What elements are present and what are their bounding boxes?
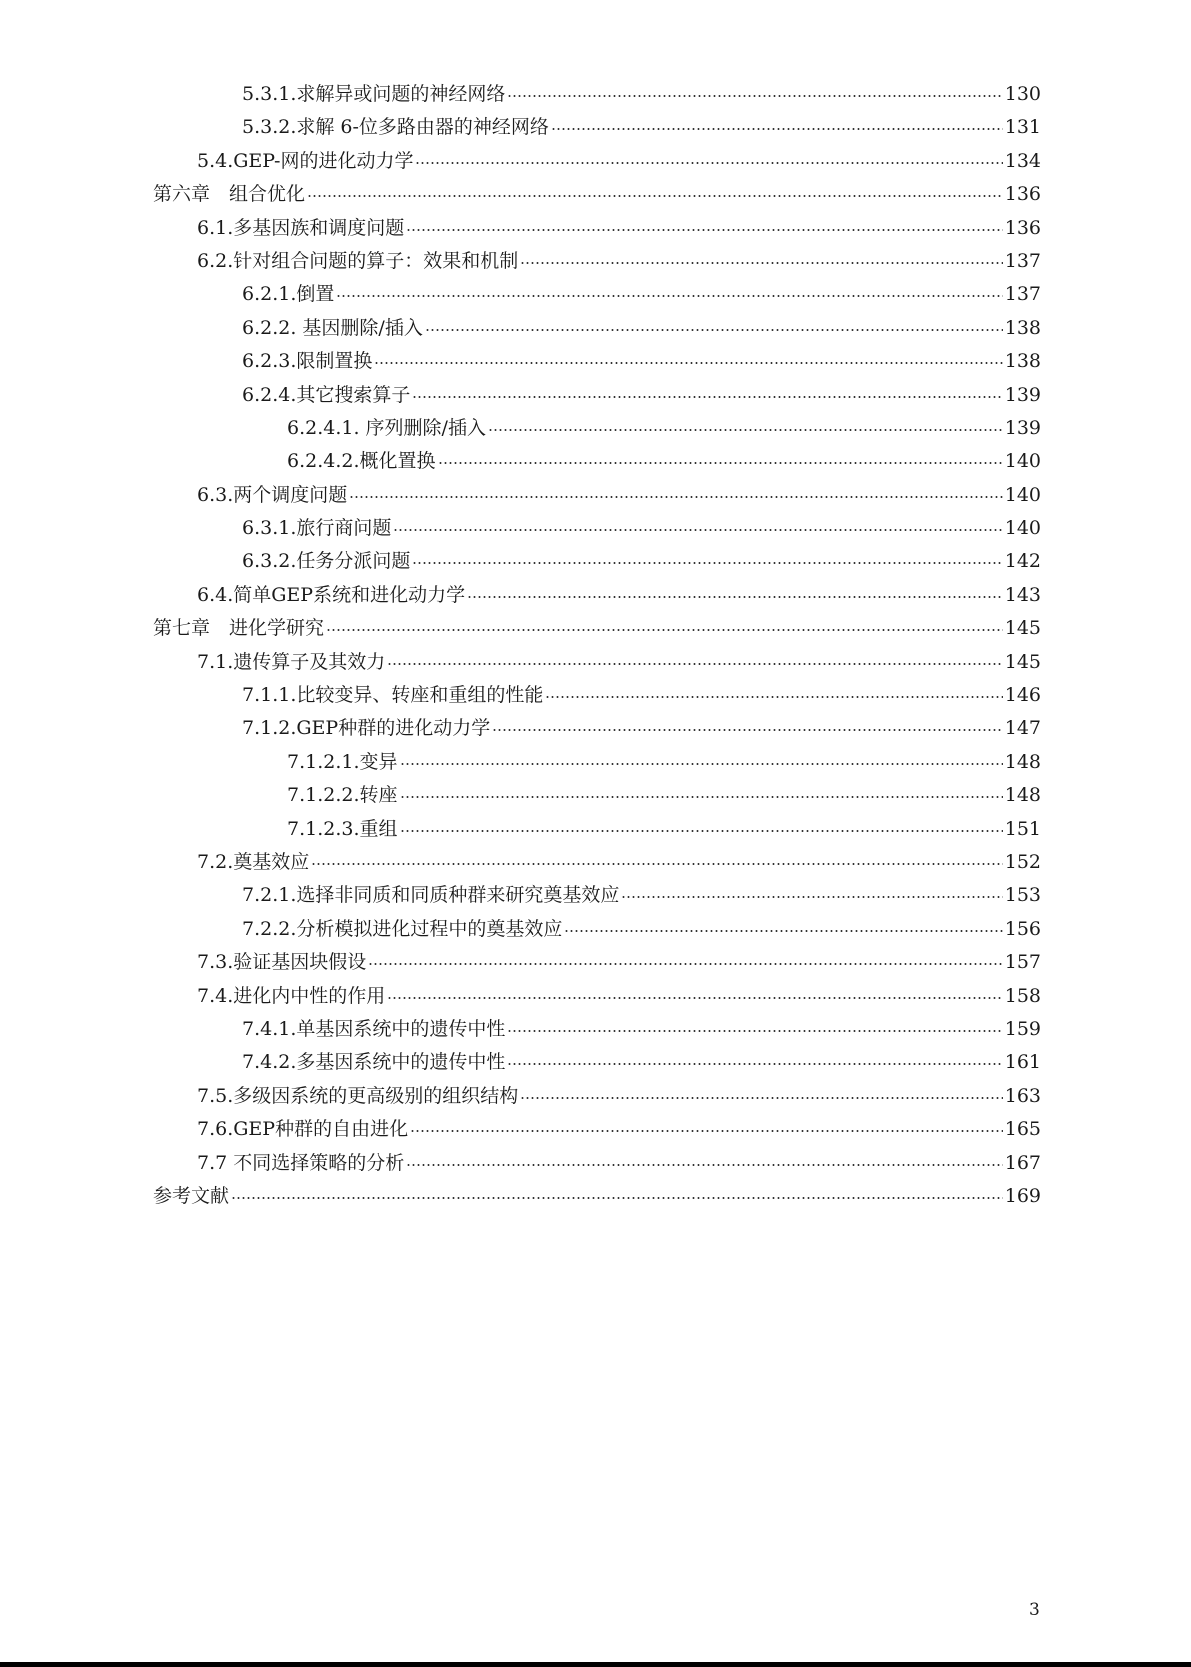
toc-entry[interactable] [153, 278, 1041, 311]
toc-dot-leader [231, 1197, 1003, 1199]
toc-entry-title: 6.2.4.1. 序列删除/插入 [287, 416, 486, 439]
toc-entry-title: 5.3.1.求解异或问题的神经网络 [242, 83, 506, 105]
toc-dot-leader [520, 1097, 1002, 1099]
toc-dot-leader [488, 429, 1003, 431]
toc-entry-title: 6.4.简单GEP系统和进化动力学 [197, 583, 466, 606]
toc-entry-page: 167 [1004, 1151, 1041, 1174]
toc-dot-leader [387, 663, 1002, 665]
toc-entry[interactable] [153, 512, 1041, 545]
toc-dot-leader [507, 95, 1002, 97]
toc-dot-leader [336, 295, 1002, 297]
toc-dot-leader [393, 529, 1002, 531]
toc-entry-title: 7.1.2.GEP种群的进化动力学 [242, 717, 491, 740]
toc-entry-title: 7.2.2.分析模拟进化过程中的奠基效应 [242, 917, 563, 940]
toc-entry[interactable] [153, 1147, 1041, 1180]
toc-entry-page: 147 [1004, 717, 1041, 740]
toc-entry[interactable] [153, 178, 1041, 211]
toc-dot-leader [621, 896, 1002, 898]
toc-entry-page: 158 [1004, 984, 1041, 1007]
toc-entry-page: 169 [1004, 1184, 1041, 1207]
toc-dot-leader [410, 1130, 1003, 1132]
toc-entry[interactable] [153, 1080, 1041, 1113]
toc-entry[interactable] [153, 946, 1041, 979]
toc-entry[interactable] [153, 779, 1041, 812]
toc-dot-leader [467, 596, 1003, 598]
toc-entry[interactable] [153, 646, 1041, 679]
toc-entry-page: 131 [1004, 116, 1041, 139]
toc-entry[interactable] [153, 679, 1041, 712]
toc-entry[interactable] [153, 1046, 1041, 1079]
toc-entry-title: 参考文献 [153, 1184, 230, 1207]
toc-entry-title: 7.1.2.3.重组 [287, 817, 398, 840]
toc-entry-page: 140 [1004, 517, 1041, 540]
toc-dot-leader [311, 863, 1002, 865]
toc-entry-page: 142 [1004, 550, 1041, 573]
toc-dot-leader [374, 362, 1002, 364]
toc-entry[interactable] [153, 145, 1041, 178]
toc-entry-page: 153 [1004, 884, 1041, 907]
toc-entry-title: 6.2.1.倒置 [242, 283, 335, 306]
toc-entry-page: 143 [1004, 583, 1041, 606]
toc-dot-leader [507, 1030, 1002, 1032]
toc-entry-page: 148 [1004, 784, 1041, 807]
toc-entry[interactable] [153, 111, 1041, 144]
toc-entry-page: 138 [1004, 350, 1041, 373]
toc-entry-page: 165 [1004, 1118, 1041, 1141]
toc-entry-page: 136 [1004, 183, 1041, 206]
toc-entry-title: 7.1.1.比较变异、转座和重组的性能 [242, 684, 544, 707]
toc-dot-leader [387, 997, 1002, 999]
toc-dot-leader [492, 729, 1003, 731]
table-of-contents [153, 78, 1041, 1213]
toc-entry-page: 134 [1004, 149, 1041, 172]
toc-dot-leader [349, 496, 1002, 498]
toc-entry-page: 163 [1004, 1084, 1041, 1107]
toc-entry-title: 6.2.针对组合问题的算子：效果和机制 [197, 249, 519, 272]
toc-entry-page: 130 [1004, 83, 1041, 105]
toc-entry[interactable] [153, 379, 1041, 412]
toc-entry-page: 161 [1004, 1051, 1041, 1074]
toc-entry[interactable] [153, 479, 1041, 512]
toc-entry-page: 159 [1004, 1017, 1041, 1040]
toc-entry-page: 151 [1004, 817, 1041, 840]
toc-entry-title: 7.1.2.2.转座 [287, 784, 398, 807]
toc-entry-title: 5.3.2.求解 6-位多路由器的神经网络 [242, 116, 549, 139]
toc-entry-title: 7.4.2.多基因系统中的遗传中性 [242, 1051, 506, 1074]
toc-entry-page: 157 [1004, 951, 1041, 974]
toc-entry-title: 第六章 组合优化 [153, 183, 306, 206]
toc-entry-title: 7.7 不同选择策略的分析 [197, 1151, 405, 1174]
toc-entry[interactable] [153, 445, 1041, 478]
toc-dot-leader [507, 1063, 1002, 1065]
toc-entry-title: 第七章 进化学研究 [153, 617, 325, 640]
toc-dot-leader [400, 796, 1003, 798]
toc-entry[interactable] [153, 412, 1041, 445]
toc-entry-page: 156 [1004, 917, 1041, 940]
toc-entry-title: 6.1.多基因族和调度问题 [197, 216, 405, 239]
toc-entry-title: 7.4.1.单基因系统中的遗传中性 [242, 1017, 506, 1040]
toc-entry-title: 6.2.3.限制置换 [242, 350, 373, 373]
toc-entry-page: 138 [1004, 316, 1041, 339]
toc-entry-title: 7.6.GEP种群的自由进化 [197, 1118, 409, 1141]
toc-dot-leader [412, 396, 1002, 398]
toc-dot-leader [545, 696, 1002, 698]
toc-entry-page: 148 [1004, 750, 1041, 773]
toc-entry-page: 137 [1004, 283, 1041, 306]
toc-entry-page: 137 [1004, 249, 1041, 272]
toc-dot-leader [326, 629, 1003, 631]
toc-dot-leader [406, 1164, 1002, 1166]
toc-dot-leader [368, 963, 1002, 965]
toc-entry[interactable] [153, 1113, 1041, 1146]
toc-dot-leader [400, 830, 1003, 832]
toc-entry[interactable] [153, 980, 1041, 1013]
toc-dot-leader [415, 162, 1002, 164]
toc-entry-page: 139 [1004, 383, 1041, 406]
toc-entry-page: 139 [1004, 416, 1041, 439]
toc-entry-title: 7.1.2.1.变异 [287, 750, 398, 773]
toc-entry[interactable] [153, 746, 1041, 779]
toc-entry-title: 7.5.多级因系统的更高级别的组织结构 [197, 1084, 519, 1107]
toc-entry-title: 6.3.2.任务分派问题 [242, 550, 411, 573]
toc-dot-leader [438, 462, 1003, 464]
toc-entry-title: 7.2.奠基效应 [197, 850, 310, 873]
toc-entry-page: 140 [1004, 483, 1041, 506]
toc-dot-leader [412, 562, 1002, 564]
toc-entry[interactable] [153, 579, 1041, 612]
toc-dot-leader [551, 128, 1003, 130]
toc-entry[interactable] [153, 879, 1041, 912]
toc-entry-title: 7.4.进化内中性的作用 [197, 984, 386, 1007]
toc-entry[interactable] [153, 612, 1041, 645]
toc-entry-title: 7.1.遗传算子及其效力 [197, 650, 386, 673]
toc-entry[interactable] [153, 312, 1041, 345]
toc-entry-page: 146 [1004, 684, 1041, 707]
toc-dot-leader [406, 229, 1002, 231]
toc-dot-leader [400, 763, 1003, 765]
toc-entry-title: 6.2.4.其它搜索算子 [242, 383, 411, 406]
toc-entry-page: 145 [1004, 650, 1041, 673]
toc-entry[interactable] [153, 245, 1041, 278]
toc-dot-leader [520, 262, 1002, 264]
toc-entry[interactable] [153, 545, 1041, 578]
toc-dot-leader [425, 329, 1003, 331]
toc-entry-title: 6.2.4.2.概化置换 [287, 450, 436, 473]
toc-entry-page: 145 [1004, 617, 1041, 640]
toc-entry-title: 7.2.1.选择非同质和同质种群来研究奠基效应 [242, 884, 620, 907]
toc-entry[interactable] [153, 345, 1041, 378]
bottom-rule [0, 1662, 1191, 1667]
toc-dot-leader [307, 195, 1003, 197]
toc-entry-page: 140 [1004, 450, 1041, 473]
page-number: 3 [1029, 1600, 1040, 1620]
toc-entry[interactable] [153, 913, 1041, 946]
toc-entry[interactable] [153, 1013, 1041, 1046]
toc-entry-page: 136 [1004, 216, 1041, 239]
toc-entry[interactable] [153, 813, 1041, 846]
toc-entry[interactable] [153, 212, 1041, 245]
toc-entry-title: 6.3.两个调度问题 [197, 483, 348, 506]
toc-entry-title: 7.3.验证基因块假设 [197, 951, 367, 974]
toc-entry-title: 5.4.GEP-网的进化动力学 [197, 149, 414, 172]
toc-entry[interactable] [153, 78, 1041, 111]
toc-entry-title: 6.2.2. 基因删除/插入 [242, 316, 423, 339]
toc-entry[interactable] [153, 712, 1041, 745]
toc-entry-page: 152 [1004, 850, 1041, 873]
toc-entry[interactable] [153, 846, 1041, 879]
toc-dot-leader [564, 930, 1002, 932]
toc-entry[interactable] [153, 1180, 1041, 1213]
toc-entry-title: 6.3.1.旅行商问题 [242, 517, 392, 540]
